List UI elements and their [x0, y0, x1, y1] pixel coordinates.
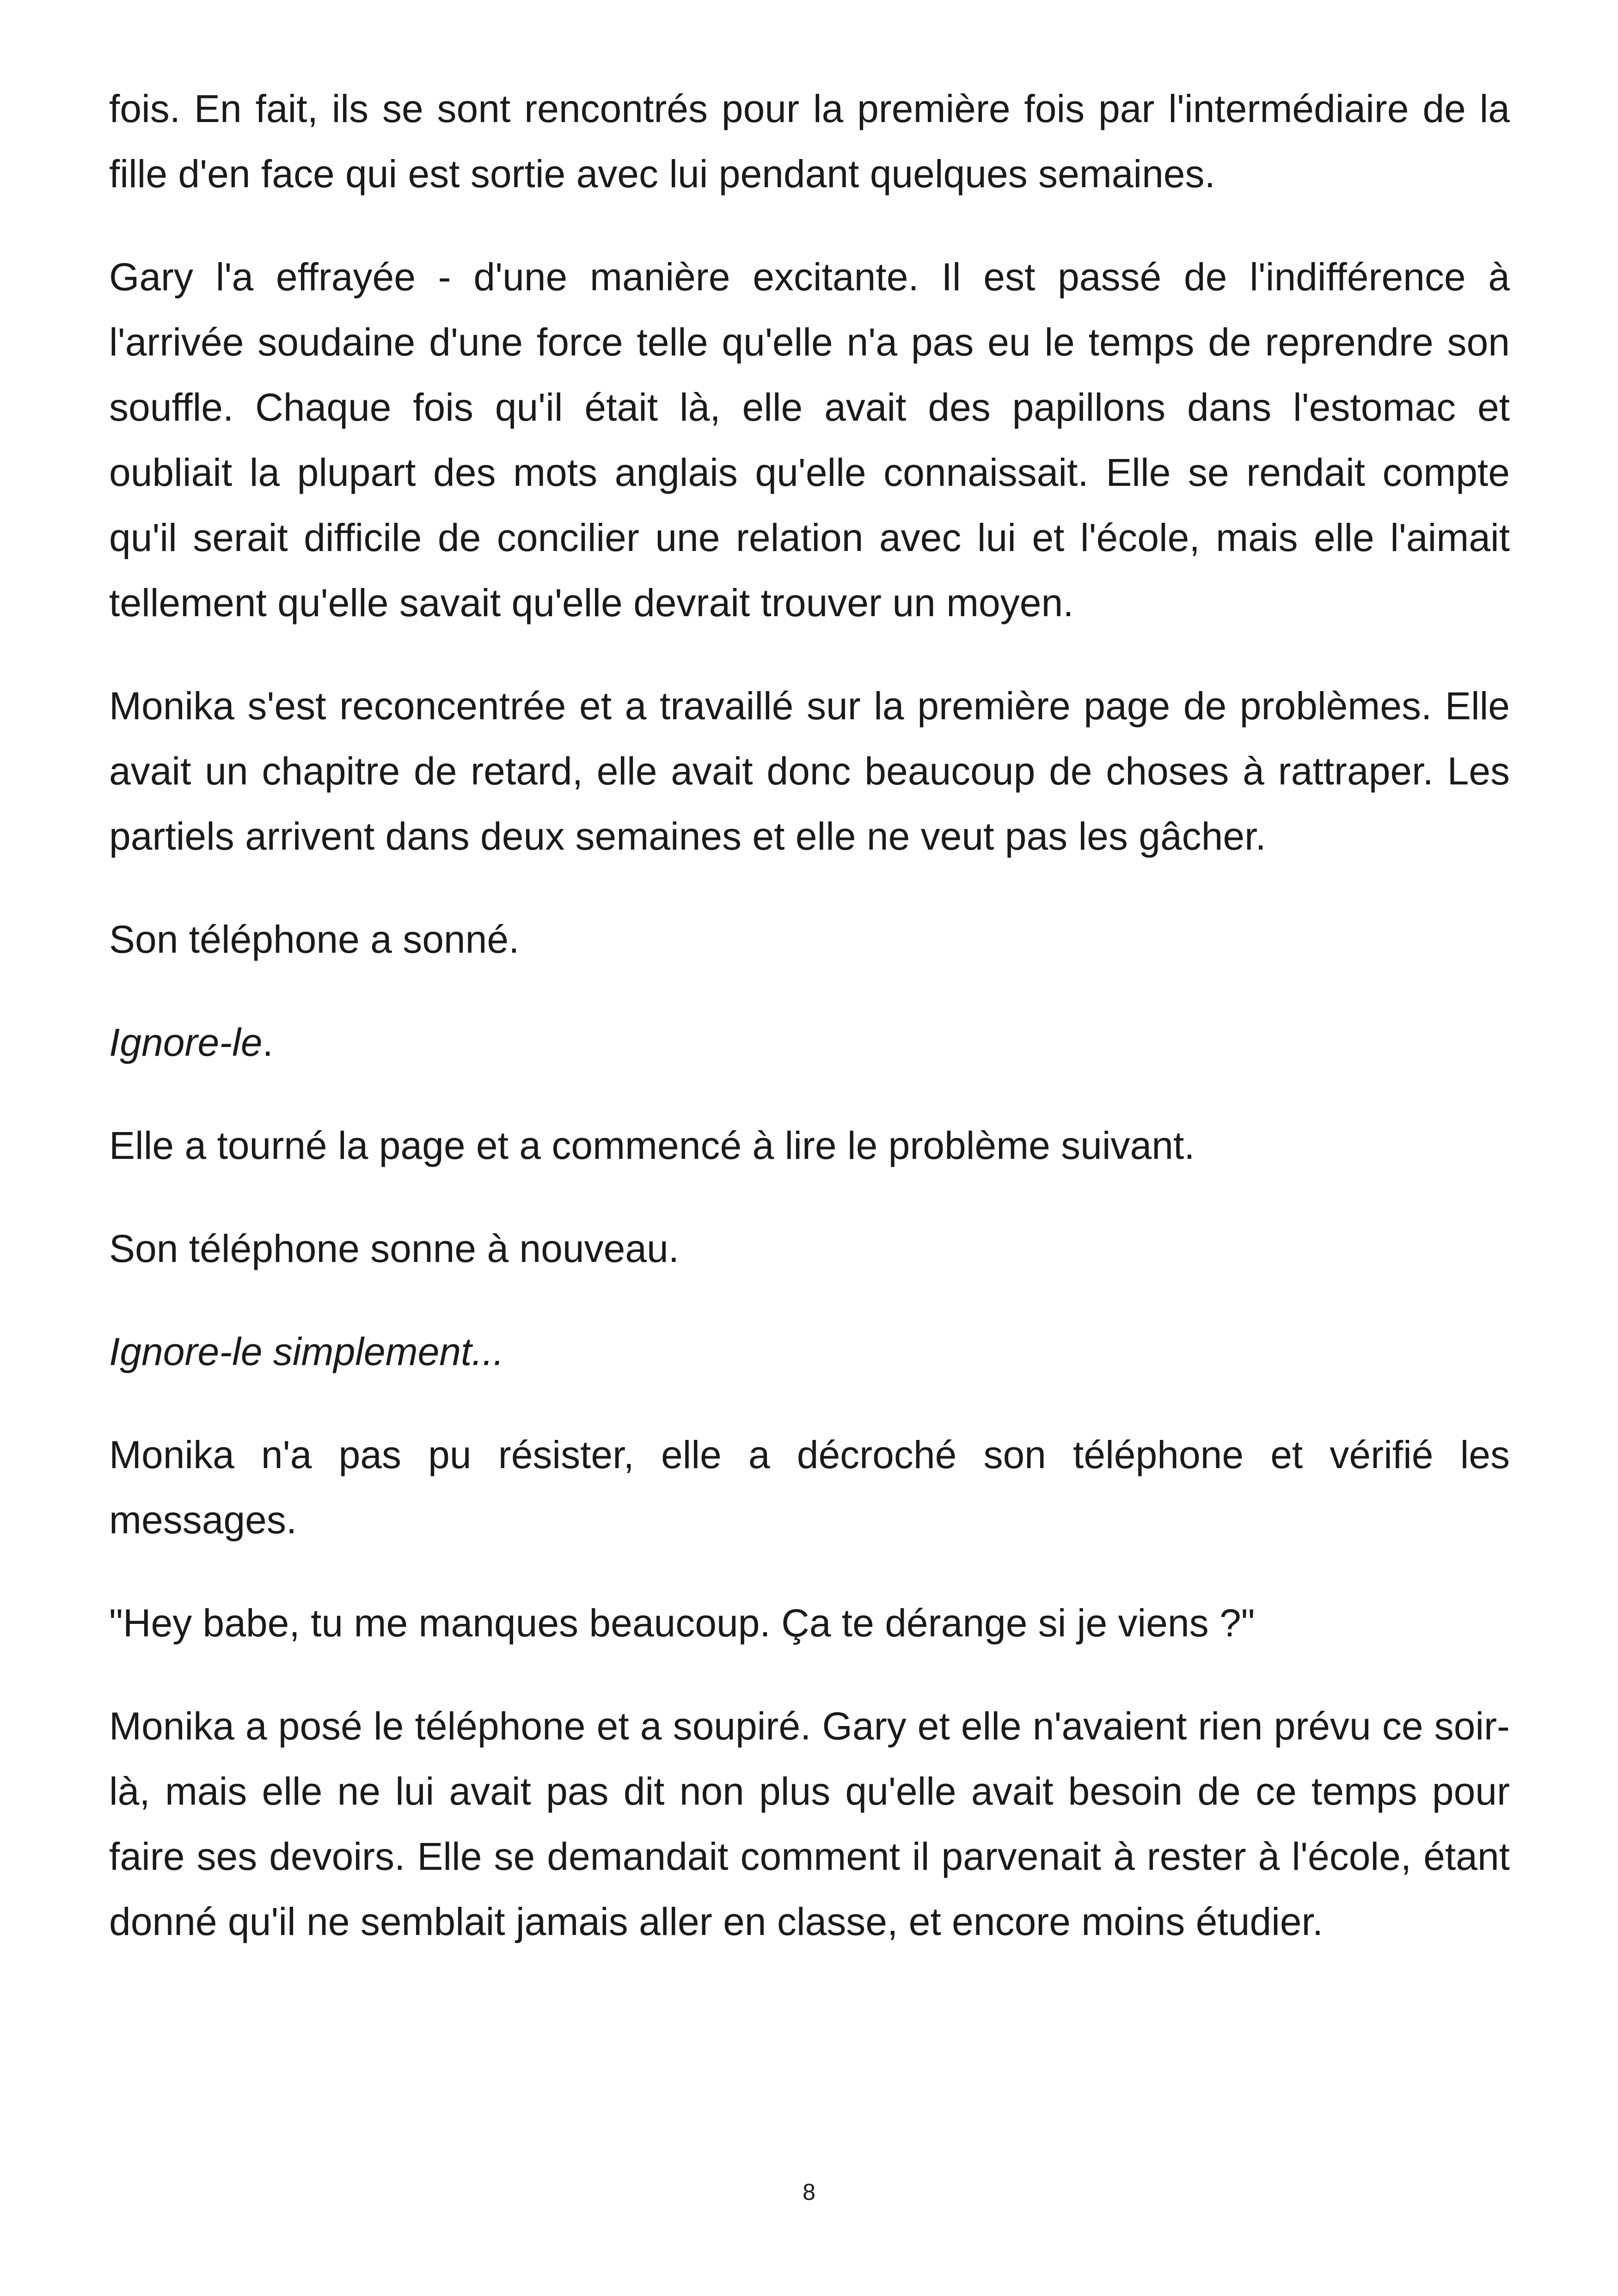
paragraph-9: Monika n'a pas pu résister, elle a décroché son téléphone et vérifié les messages.	[109, 1433, 1510, 1542]
paragraph-11: Monika a posé le téléphone et a soupiré. Gary et elle n'avaient rien prévu ce soir-là, mais elle ne lui avait pas dit non plus qu'elle avait besoin de ce temps pour faire ses devoirs. Elle se demandait comment il parvenait à rester à l'école, étant donné qu'il ne semblait jamais aller en classe, et encore moins étudier.	[109, 1704, 1510, 1943]
page-body	[109, 76, 1510, 1992]
paragraph-6: Elle a tourné la page et a commencé à lire le problème suivant.	[109, 1124, 1195, 1167]
paragraph-10: "Hey babe, tu me manques beaucoup. Ça te dérange si je viens ?"	[109, 1601, 1255, 1645]
paragraph-3: Monika s'est reconcentrée et a travaillé sur la première page de problèmes. Elle avait un chapitre de retard, elle avait donc beaucoup de choses à rattraper. Les partiels arrivent dans deux semaines et elle ne veut pas les gâcher.	[109, 684, 1510, 858]
paragraph-7: Son téléphone sonne à nouveau.	[109, 1227, 680, 1270]
paragraph-5-period: .	[262, 1021, 273, 1064]
paragraph-1: fois. En fait, ils se sont rencontrés pour la première fois par l'intermédiaire de la fille d'en face qui est sortie avec lui pendant quelques semaines.	[109, 87, 1510, 196]
paragraph-2: Gary l'a effrayée - d'une manière excitante. Il est passé de l'indifférence à l'arrivée soudaine d'une force telle qu'elle n'a pas eu le temps de reprendre son souffle. Chaque fois qu'il était là, elle avait des papillons dans l'estomac et oubliait la plupart des mots anglais qu'elle connaissait. Elle se rendait compte qu'il serait difficile de concilier une relation avec lui et l'école, mais elle l'aimait tellement qu'elle savait qu'elle devrait trouver un moyen.	[109, 255, 1510, 625]
paragraph-8: Ignore-le simplement...	[109, 1330, 504, 1373]
paragraph-5-italic: Ignore-le	[109, 1021, 263, 1064]
paragraph-4: Son téléphone a sonné.	[109, 918, 520, 961]
paragraph-5	[109, 1010, 1510, 1075]
page-number: 8	[803, 2179, 815, 2205]
